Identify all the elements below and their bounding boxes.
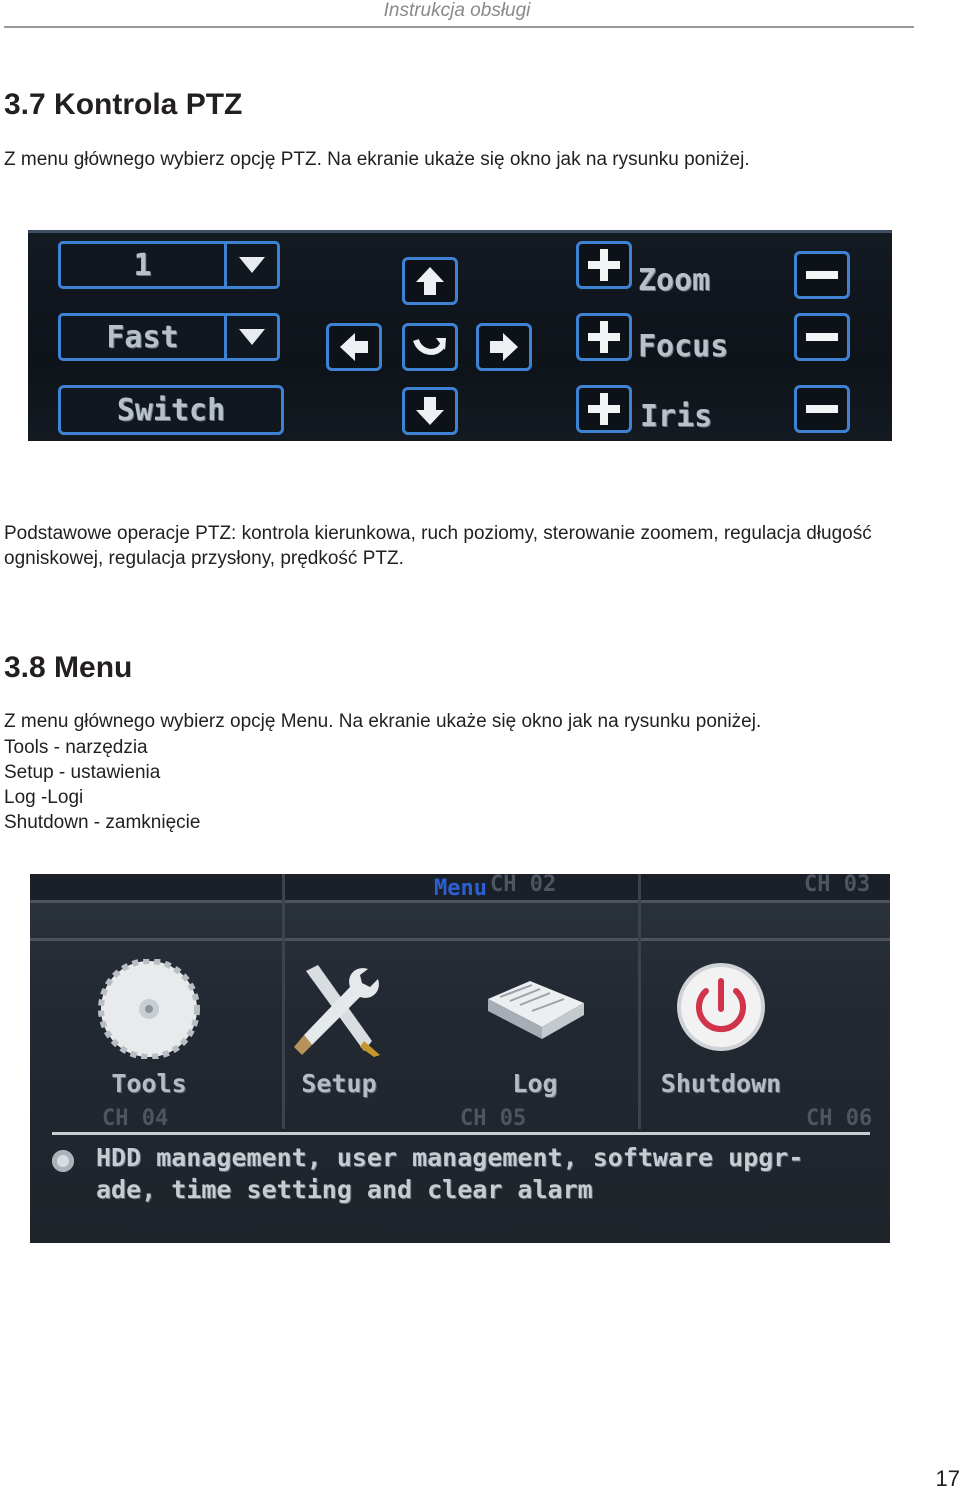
arrow-right-icon [487, 330, 521, 364]
switch-button[interactable]: Switch [58, 385, 284, 435]
legend-item: Setup - ustawienia [4, 762, 161, 783]
ghost-channel-label: CH 04 [102, 1106, 169, 1131]
menu-item-setup[interactable] [254, 949, 424, 1099]
menu-item-tools-label: Tools [111, 1069, 187, 1098]
iris-open-button[interactable] [576, 385, 632, 433]
arrow-left-icon [337, 330, 371, 364]
ghost-channel-label: CH 05 [460, 1106, 527, 1131]
ghost-channel-label: CH 02 [490, 874, 557, 897]
section-ptz-heading: 3.7 Kontrola PTZ [4, 88, 243, 121]
focus-far-button[interactable] [794, 313, 850, 361]
zoom-label: Zoom [638, 263, 711, 298]
legend-item: Log -Logi [4, 787, 84, 808]
pan-right-button[interactable] [476, 323, 532, 371]
speed-select[interactable] [58, 313, 280, 361]
description-divider [52, 1132, 870, 1135]
menu-item-log-label: Log [512, 1069, 558, 1098]
menu-item-tools[interactable] [64, 949, 234, 1099]
grid-line [30, 938, 890, 941]
speed-dropdown-arrow[interactable] [224, 316, 277, 358]
chevron-down-icon [239, 329, 265, 345]
arrow-up-icon [413, 264, 447, 298]
disk-icon [94, 959, 204, 1059]
section-menu-heading: 3.8 Menu [4, 651, 133, 684]
focus-near-button[interactable] [576, 313, 632, 361]
channel-select[interactable] [58, 241, 280, 289]
header-divider [4, 26, 914, 28]
pan-left-button[interactable] [326, 323, 382, 371]
chevron-down-icon [239, 257, 265, 273]
radio-icon [52, 1150, 74, 1172]
focus-label: Focus [638, 329, 729, 364]
channel-dropdown-arrow[interactable] [224, 244, 277, 286]
section-ptz-intro: Z menu głównego wybierz opcję PTZ. Na ekranie ukaże się okno jak na rysunku poniżej. [4, 149, 750, 170]
menu-description: HDD management, user management, software upgr- ade, time setting and clear alarm [96, 1143, 804, 1204]
menu-title: Menu [434, 876, 487, 901]
auto-rotate-button[interactable] [402, 323, 458, 371]
rotate-icon [412, 332, 448, 362]
menu-screenshot [30, 874, 890, 1243]
iris-label: Iris [640, 399, 713, 434]
speed-select-value: Fast [106, 319, 179, 355]
channel-select-value: 1 [133, 247, 152, 283]
book-icon [480, 959, 590, 1059]
legend-item: Shutdown - zamknięcie [4, 812, 201, 833]
section-menu-intro: Z menu głównego wybierz opcję Menu. Na ekranie ukaże się okno jak na rysunku poniżej. [4, 711, 762, 732]
page-header-title: Instrukcja obsługi [383, 0, 531, 21]
pan-up-button[interactable] [402, 257, 458, 305]
arrow-down-icon [413, 394, 447, 428]
menu-item-shutdown[interactable] [636, 949, 806, 1099]
menu-item-log[interactable] [450, 949, 620, 1099]
menu-item-setup-label: Setup [301, 1069, 377, 1098]
power-icon [666, 959, 776, 1059]
page-number: 17 [935, 1466, 960, 1491]
legend-item: Tools - narzędzia [4, 737, 148, 758]
iris-close-button[interactable] [794, 385, 850, 433]
pan-down-button[interactable] [402, 387, 458, 435]
zoom-in-button[interactable] [576, 241, 632, 289]
zoom-out-button[interactable] [794, 251, 850, 299]
ghost-channel-label: CH 03 [804, 874, 871, 897]
menu-item-shutdown-label: Shutdown [660, 1069, 782, 1098]
ghost-channel-label: CH 06 [806, 1106, 873, 1131]
tools-icon [284, 959, 394, 1059]
section-ptz-description: Podstawowe operacje PTZ: kontrola kierunkowa, ruch poziomy, sterowanie zoomem, regulacja długość ogniskowej, regulacja przysłony, prędkość PTZ. [4, 523, 872, 569]
ptz-control-panel [28, 230, 892, 441]
